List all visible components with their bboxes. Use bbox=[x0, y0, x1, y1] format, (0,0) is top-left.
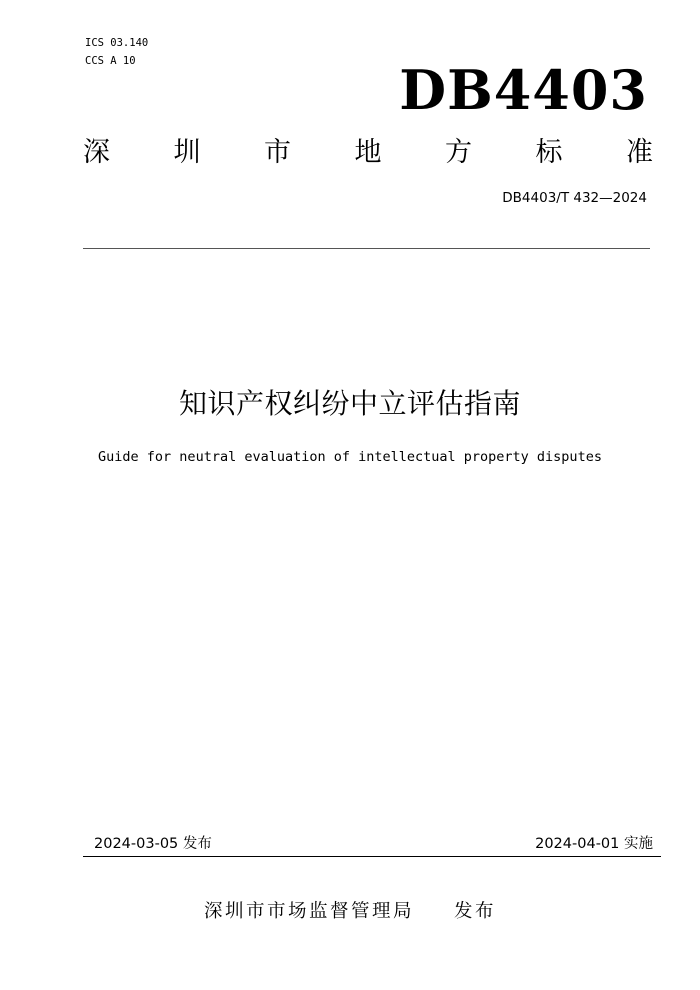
ics-code: ICS 03.140 bbox=[85, 37, 149, 49]
standard-type-char: 深 bbox=[83, 137, 110, 168]
standard-type-char: 市 bbox=[264, 137, 291, 168]
publisher-line bbox=[0, 900, 700, 924]
header-divider bbox=[83, 248, 650, 249]
publisher-issue-label: 发布 bbox=[454, 901, 497, 922]
standard-number: DB4403/T 432—2024 bbox=[502, 190, 647, 206]
document-title-chinese: 知识产权纠纷中立评估指南 bbox=[178, 387, 521, 420]
standard-type-char: 准 bbox=[626, 137, 653, 168]
implementation-date: 2024-04-01 实施 bbox=[535, 836, 653, 852]
standard-type bbox=[83, 134, 653, 172]
document-title-english: Guide for neutral evaluation of intellectual property disputes bbox=[98, 449, 602, 465]
standard-type-char: 标 bbox=[535, 137, 563, 168]
standard-type-char: 地 bbox=[354, 137, 382, 168]
standard-type-char: 方 bbox=[445, 137, 472, 168]
standard-type-char: 圳 bbox=[173, 137, 201, 168]
publisher-name: 深圳市市场监督管理局 bbox=[203, 901, 414, 922]
footer-divider bbox=[83, 856, 661, 857]
ccs-code: CCS A 10 bbox=[85, 55, 136, 67]
issue-date: 2024-03-05 发布 bbox=[94, 836, 212, 852]
standard-code-logo: DB4403 bbox=[399, 58, 648, 122]
